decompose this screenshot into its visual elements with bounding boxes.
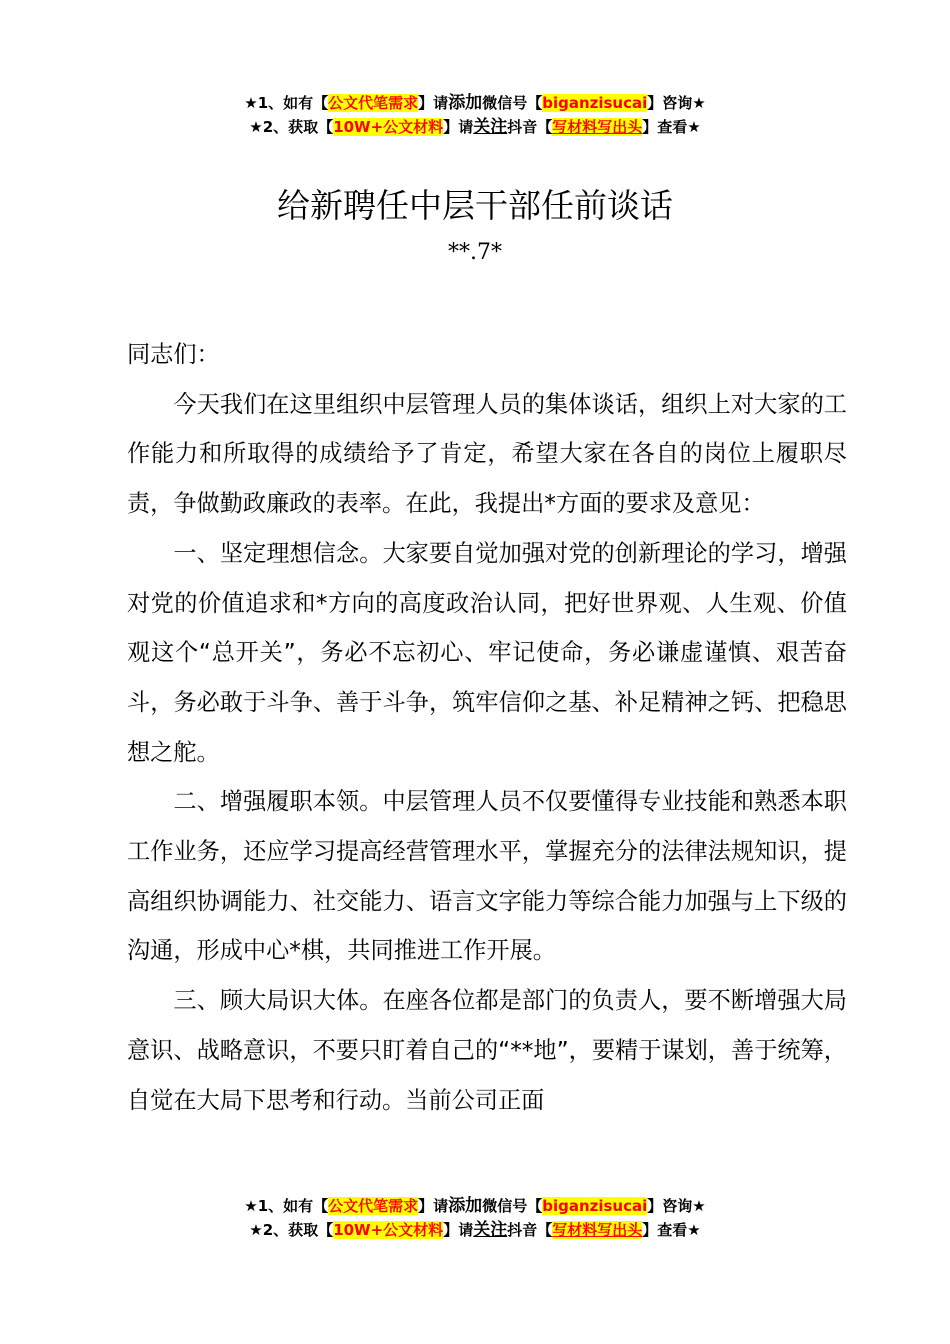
paragraph: 一、坚定理想信念。大家要自觉加强对党的创新理论的学习，增强对党的价值追求和*方向的高度政治认同，把好世界观、人生观、价值观这个“总开关”，务必不忘初心、牢记使命，务必谦虚谨慎、艰苦奋斗，务必敢于斗争、善于斗争，筑牢信仰之基、补足精神之钙、把稳思想之舵。 [127,539,847,766]
document-date: **.7* [448,240,502,265]
banner-line-1: ★1、如有【公文代笔需求】请添加微信号【biganzisucai】咨询★ [244,93,706,113]
header-banner [0,91,950,139]
paragraph: 二、增强履职本领。中层管理人员不仅要懂得专业技能和熟悉本职工作业务，还应学习提高经营管理水平，掌握充分的法律法规知识，提高组织协调能力、社交能力、语言文字能力等综合能力加强与上下级的沟通，形成中心*棋，共同推进工作开展。 [127,788,847,965]
banner-line-2: ★2、获取【10W+公文材料】请关注抖音【写材料写出头】查看★ [249,117,701,137]
banner-wechat-id: biganzisucai [542,94,648,112]
banner-highlight: 公文代笔需求 [328,94,419,112]
paragraph: 今天我们在这里组织中层管理人员的集体谈话，组织上对大家的工作能力和所取得的成绩给予了肯定，希望大家在各自的岗位上履职尽责，争做勤政廉政的表率。在此，我提出*方面的要求及意见： [127,390,847,518]
banner-highlight: 公文代笔需求 [328,1197,419,1215]
footer-banner [0,1194,950,1242]
banner-douyin-name: 写材料写出头 [552,118,643,136]
document-body [127,330,847,1125]
banner-highlight: 10W+公文材料 [333,1221,444,1239]
banner-highlight: 10W+公文材料 [333,118,444,136]
document-title: 给新聘任中层干部任前谈话 [277,186,673,225]
banner-wechat-id: biganzisucai [542,1197,648,1215]
banner-line-2: ★2、获取【10W+公文材料】请关注抖音【写材料写出头】查看★ [249,1220,701,1240]
banner-line-1: ★1、如有【公文代笔需求】请添加微信号【biganzisucai】咨询★ [244,1196,706,1216]
paragraph: 三、顾大局识大体。在座各位都是部门的负责人，要不断增强大局意识、战略意识，不要只盯着自己的“**地”，要精于谋划，善于统筹，自觉在大局下思考和行动。当前公司正面 [127,987,847,1114]
banner-douyin-name: 写材料写出头 [552,1221,643,1239]
salutation: 同志们： [127,341,220,368]
